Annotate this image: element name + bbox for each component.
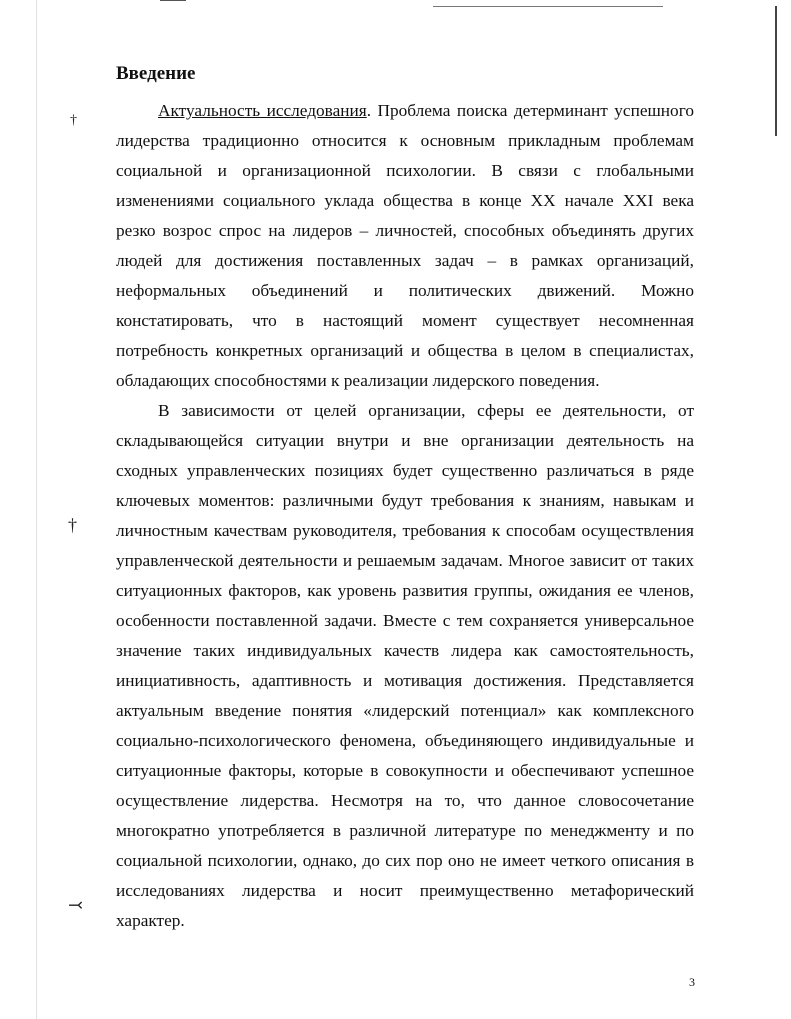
paragraph-context: В зависимости от целей организации, сферы ее деятельности, от складывающейся ситуации внутри и вне организации деятельность на сходных управленческих позициях будет существенно различаться в ряде ключевых моментов: различными будут требования к знаниям, навыкам и личностным качествам руководителя, требования к способам осуществления управленческой деятельности и решаемым задачам. Многое зависит от таких ситуационных факторов, как уровень развития группы, ожидания ее членов, особенности поставленной задачи. Вместе с тем сохраняется универсальное значение таких индивидуальных качеств лидера как самостоятельность, инициативность, адаптивность и мотивация достижения. Представляется актуальным введение понятия «лидерский потенциал» как комплексного социально-психологического феномена, объединяющего индивидуальные и ситуационные факторы, которые в совокупности и обеспечивают успешное осуществление лидерства. Несмотря на то, что данное словосочетание многократно употребляется в различной литературе по менеджменту и по социальной психологии, однако, до сих пор оно не имеет четкого описания в исследованиях лидерства и носит преимущественно метафорический характер. — [116, 401, 694, 930]
paragraph-text: Проблема поиска детерминант успешного лидерства традиционно относится к основным прикладным проблемам социальной и организационной психологии. В связи с глобальными изменениями социального уклада общества в конце XX начале XXI века резко возрос спрос на лидеров – личностей, способных объединять других людей для достижения поставленных задач – в рамках организаций, неформальных объединений и политических движений. Можно констатировать, что в настоящий момент существует несомненная потребность конкретных организаций и общества в целом в специалистах, обладающих способностями к реализации лидерского поведения. — [116, 101, 694, 390]
scan-artifact-top — [160, 0, 186, 1]
paragraph-relevance — [116, 96, 694, 396]
section-heading: Введение — [116, 63, 196, 84]
page-number: 3 — [689, 975, 695, 989]
scan-edge-left — [36, 0, 37, 1019]
scan-artifact-top-right — [433, 6, 663, 7]
document-body — [116, 96, 694, 936]
margin-cross-icon: † — [70, 113, 77, 128]
margin-cross-icon: † — [68, 515, 77, 535]
scan-edge-right — [775, 6, 777, 136]
paragraph-label-suffix: . — [366, 101, 372, 120]
margin-arrow-icon: ⤙ — [68, 895, 84, 915]
paragraph-label: Актуальность исследования — [158, 101, 367, 120]
